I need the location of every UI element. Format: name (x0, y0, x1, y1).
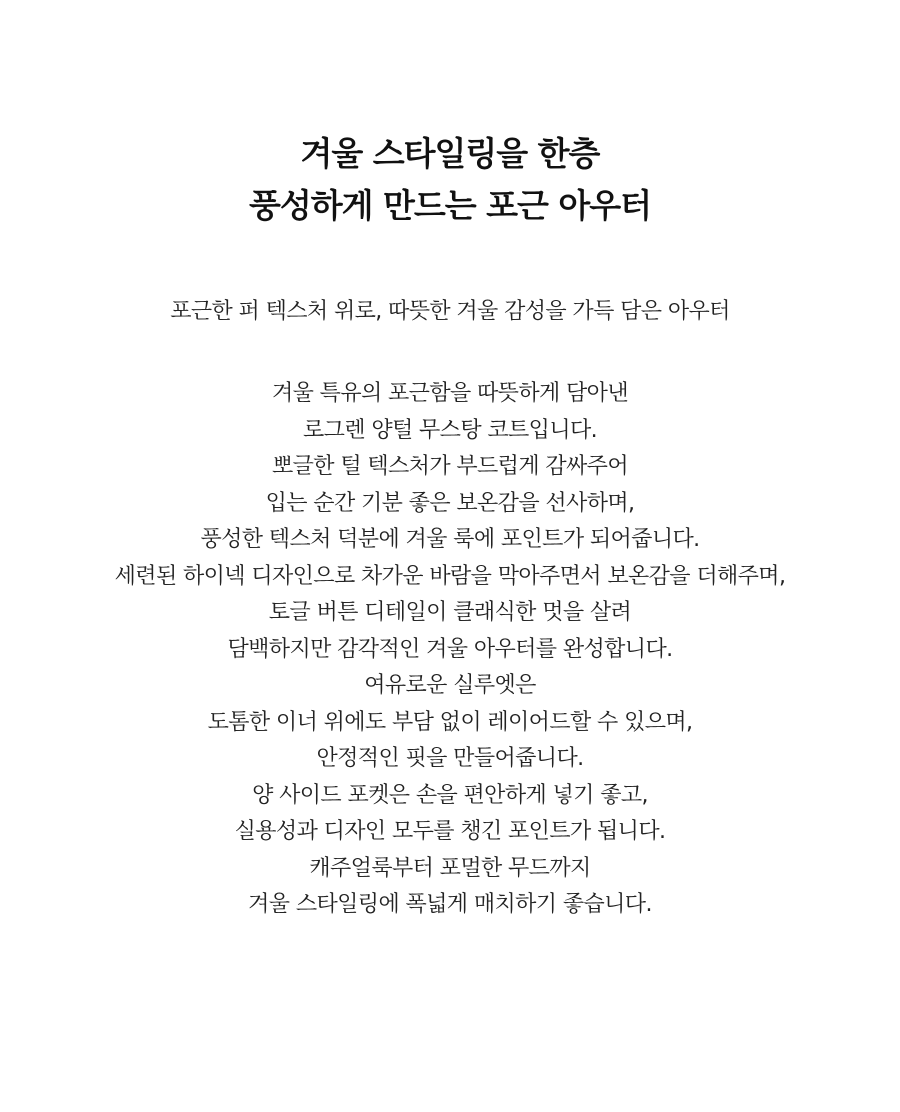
body-line: 안정적인 핏을 만들어줍니다. (316, 746, 584, 771)
body-line: 도톰한 이너 위에도 부담 없이 레이어드할 수 있으며, (207, 709, 693, 735)
body-line: 양 사이드 포켓은 손을 편안하게 넣기 좋고, (252, 782, 648, 808)
body-line: 담백하지만 감각적인 겨울 아우터를 완성합니다. (227, 636, 673, 662)
body-line: 실용성과 디자인 모두를 챙긴 포인트가 됩니다. (234, 819, 666, 844)
body-copy (0, 376, 900, 924)
headline (0, 128, 900, 232)
body-line: 로그렌 양털 무스탕 코트입니다. (302, 417, 598, 443)
headline-line: 겨울 스타일링을 한층 (300, 134, 600, 173)
body-line: 뽀글한 털 텍스처가 부드럽게 감싸주어 (271, 454, 628, 479)
body-line: 캐주얼룩부터 포멀한 무드까지 (309, 855, 591, 881)
body-line: 풍성한 텍스처 덕분에 겨울 룩에 포인트가 되어줍니다. (200, 527, 700, 552)
body-line: 세련된 하이넥 디자인으로 차가운 바람을 막아주면서 보온감을 더해주며, (114, 563, 786, 589)
headline-line: 풍성하게 만드는 포근 아우터 (248, 186, 651, 225)
subtitle: 포근한 퍼 텍스처 위로, 따뜻한 겨울 감성을 가득 담은 아우터 (170, 299, 730, 324)
body-line: 여유로운 실루엣은 (364, 673, 536, 698)
body-line: 입는 순간 기분 좋은 보온감을 선사하며, (265, 490, 635, 516)
body-line: 겨울 스타일링에 폭넓게 매치하기 좋습니다. (248, 892, 652, 917)
body-line: 겨울 특유의 포근함을 따뜻하게 담아낸 (271, 381, 628, 406)
body-line: 토글 버튼 디테일이 클래식한 멋을 살려 (268, 600, 632, 625)
